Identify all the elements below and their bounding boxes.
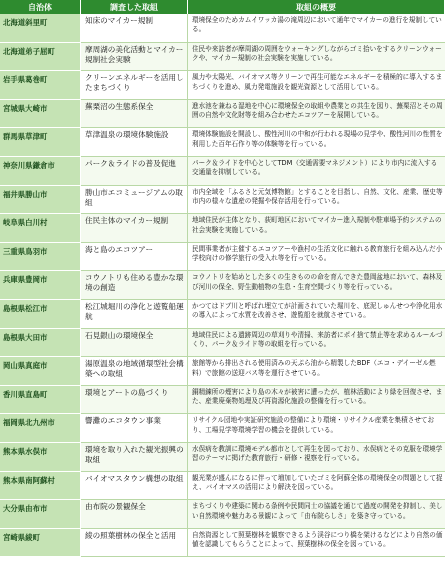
summary-cell: 民間事業者が主催するエコツアーや漁村の生活文化に触れる教育旅行を組み込んだ小学校向けの修学旅行の受入れ等を行っている。 [188,243,445,272]
municipality-cell: 群馬県草津町 [0,128,81,157]
municipality-cell: 北海道斜里町 [0,14,81,43]
summary-cell: リサイクル団地や実証研究施設の整備により環境・リサイクル産業を集積させており、工場見学等環境学習の機会を提供している。 [188,414,445,443]
study-theme-cell: 知床のマイカー規制 [81,14,188,43]
municipality-cell: 熊本県水俣市 [0,443,81,472]
summary-cell: 進水池を兼ねる湿地を中心に環境保全の取組や農業との共生を図り、蕪栗沼とその周囲の自然や文化財等を組み合わせたエコツアーを展開している。 [188,100,445,129]
summary-cell: 住民や来訪者が摩周湖の周囲をウォーキングしながらゴミ拾いをするクリーンウォークや、マイカー規制の社会実験を実施している。 [188,43,445,72]
summary-cell: 銅精錬所の煙害により島の木々が被害に遭ったが、植林活動により緑を回復させ、また、産業廃棄物処理及び再資源化施設の整備を行っている。 [188,386,445,415]
summary-cell: パーク＆ライドを中心としてTDM（交通需要マネジメント）により市内に流入する交通量を抑制している。 [188,157,445,186]
summary-cell: 自然資源として照葉樹林を観察できるよう渓谷につり橋を架けるなどにより自然の価値を認識してもらうことによって、照葉樹林の保全を図っている。 [188,529,445,558]
municipality-cell: 香川県直島町 [0,386,81,415]
municipality-cell: 福岡県北九州市 [0,414,81,443]
study-theme-cell: バイオマスタウン構想の取組 [81,472,188,501]
municipality-cell: 大分県由布市 [0,500,81,529]
municipality-cell: 北海道弟子屈町 [0,43,81,72]
study-theme-cell: 石見銀山の環境保全 [81,329,188,358]
header-municipality: 自治体 [0,0,81,14]
summary-cell: コウノトリを始めとした多くの生きものの命を育んできた豊岡盆地において、森林及び河川の保全、野生動植物の生息・生育空間づくり等を行っている。 [188,271,445,300]
municipality-cell: 福井県勝山市 [0,186,81,215]
municipality-cell: 島根県松江市 [0,300,81,329]
municipality-cell: 三重県鳥羽市 [0,243,81,272]
municipality-cell: 宮崎県綾町 [0,529,81,558]
study-theme-cell: コウノトリも住める豊かな環境の創造 [81,271,188,300]
summary-cell: 地域住民が主体となり、荻町地区においてマイカー進入規制や駐車場予約システムの社会実験を実施している。 [188,214,445,243]
municipality-cell: 岡山県真庭市 [0,357,81,386]
municipality-cell: 熊本県南阿蘇村 [0,472,81,501]
study-theme-cell: 勝山市エコミュージアムの取組 [81,186,188,215]
study-theme-cell: 草津温泉の環境体験施設 [81,128,188,157]
summary-cell: 地域住民による遺跡周辺の草刈りや清掃、来訪者にポイ捨て禁止等を求めるルールづくり、パーク＆ライド等の取組を行っている。 [188,329,445,358]
study-theme-cell: パーク＆ライドの普及促進 [81,157,188,186]
header-summary: 取組の概要 [188,0,445,14]
study-theme-cell: 環境とアートの島づくり [81,386,188,415]
summary-cell: 市内全域を「ふるさと元気博物館」とすることを目指し、自然、文化、産業、歴史等市内の様々な遺産の発掘や保存活用を行っている。 [188,186,445,215]
study-theme-cell: 住民主体のマイカー規制 [81,214,188,243]
municipality-cell: 岐阜県白川村 [0,214,81,243]
municipality-cell: 島根県大田市 [0,329,81,358]
municipality-cell: 岩手県葛巻町 [0,71,81,100]
study-theme-cell: 海と島のエコツアー [81,243,188,272]
study-theme-cell: 蕪栗沼の生態系保全 [81,100,188,129]
study-theme-cell: 響灘のエコタウン事業 [81,414,188,443]
summary-cell: 観光業が盛んになるに伴って増加していたゴミを阿蘇全体の環境保全の問題として捉え、バイオマスの活用により解決を図っている。 [188,472,445,501]
municipality-cell: 神奈川県鎌倉市 [0,157,81,186]
summary-cell: かつてはドブ川と呼ばれ埋立てが計画されていた堀川を、底泥しゅんせつや浄化用水の導入によって水質を改善させ、遊覧船を就航させている。 [188,300,445,329]
summary-cell: 水俣病を教訓に環境モデル都市として再生を図っており、水俣病とその克服を環境学習のテーマに掲げた教育旅行・研修・視察を行っている。 [188,443,445,472]
summary-cell: 風力や太陽光、バイオマス等クリーンで再生可能なエネルギーを積極的に導入するまちづくりを進め、風力発電施設を観光資源として活用している。 [188,71,445,100]
study-theme-cell: 環境を取り入れた観光振興の取組 [81,443,188,472]
summary-cell: 旅館等から排出される使用済みの天ぷら油から精製したBDF（エコ・デイーゼル燃料）で旅館の送迎バス等を運行させている。 [188,357,445,386]
municipality-cell: 兵庫県豊岡市 [0,271,81,300]
summary-cell: まちづくりや建築に関わる条例や民間同士の協議を通じて過度の開発を抑制し、美しい自然環境や魅力ある景観によって「由布院らしさ」を築き守っている。 [188,500,445,529]
study-theme-cell: 摩周湖の美化活動とマイカー規制社会実験 [81,43,188,72]
study-theme-cell: 湯原温泉の地域循環型社会構築への取組 [81,357,188,386]
study-theme-cell: 綾の照葉樹林の保全と活用 [81,529,188,558]
study-theme-cell: 由布院の景観保全 [81,500,188,529]
summary-cell: 環境保全のためカムイワッカ湯の滝周辺において通年でマイカーの進行を規制している。 [188,14,445,43]
study-theme-cell: 松江城堀川の浄化と遊覧船運航 [81,300,188,329]
study-theme-cell: クリーンエネルギーを活用したまちづくり [81,71,188,100]
header-study-theme: 調査した取組 [81,0,188,14]
summary-cell: 環境体験施設を開設し、酸性河川の中和が行われる現場の見学や、酸性河川の性質を利用した百年石作り等の体験等を行っている。 [188,128,445,157]
municipality-cell: 宮城県大崎市 [0,100,81,129]
